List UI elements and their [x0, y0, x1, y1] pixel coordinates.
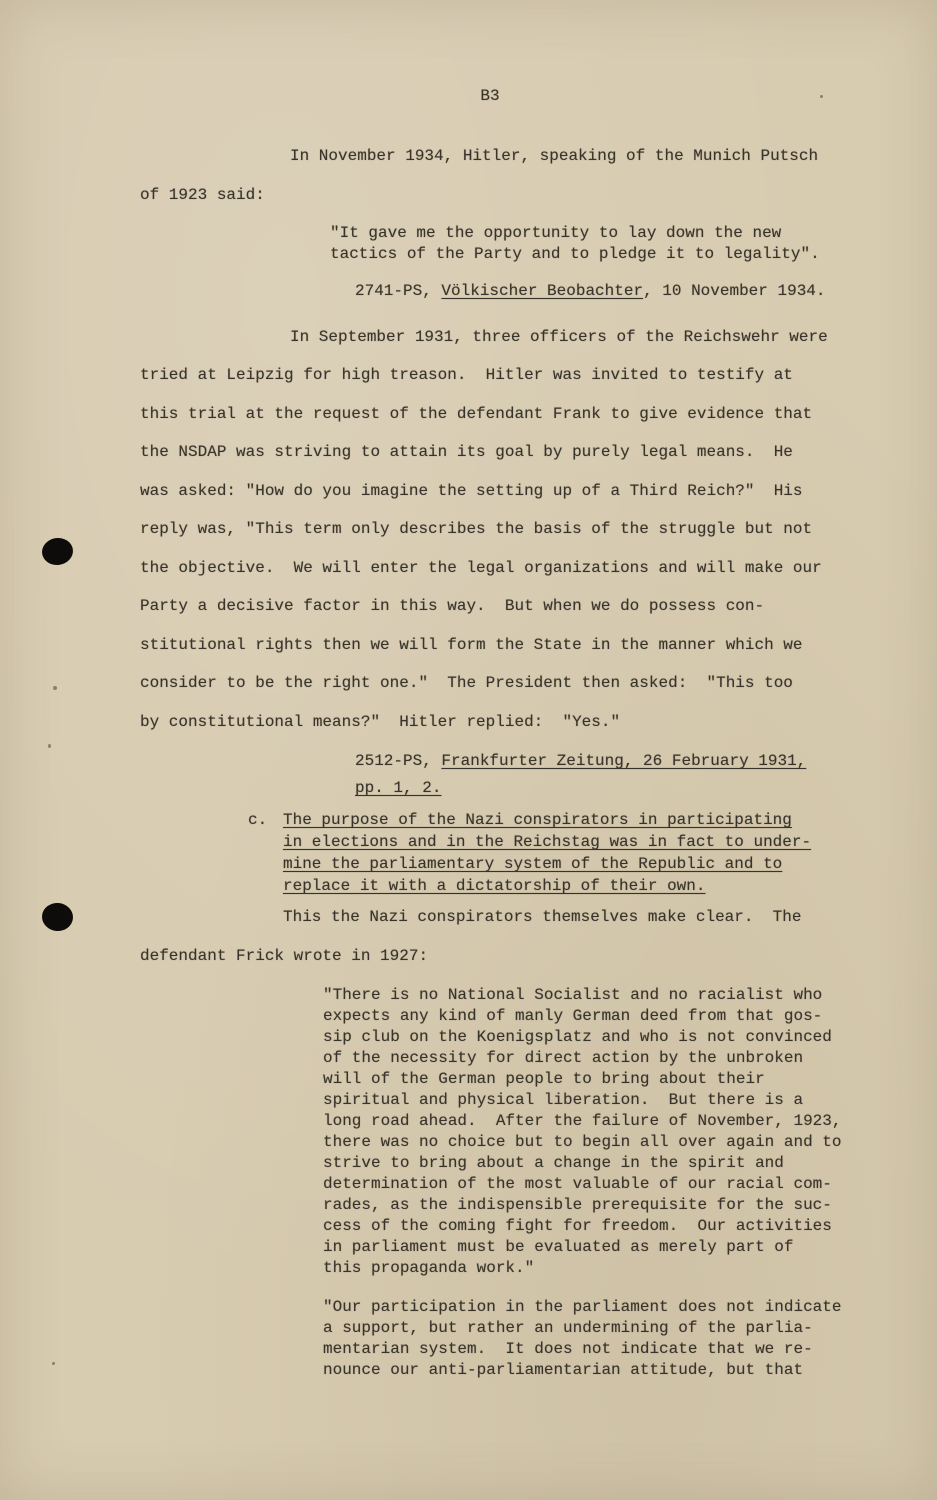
- text-line: mine the parliamentary system of the Republic and to: [283, 855, 783, 873]
- citation-text: 2741-PS,: [355, 282, 442, 300]
- text-line: In September 1931, three officers of the Reichswehr were: [290, 327, 828, 346]
- text-line: nounce our anti-parliamentarian attitude, but that: [323, 1361, 804, 1379]
- text-line: The purpose of the Nazi conspirators in participating: [283, 811, 792, 829]
- text-line: by constitutional means?" Hitler replied: "Yes.": [140, 712, 621, 731]
- text-line: tactics of the Party and to pledge it to legality".: [330, 244, 820, 263]
- page-number: B3: [480, 87, 500, 105]
- text-line: in elections and in the Reichstag was in fact to under-: [283, 833, 812, 851]
- page-content: [140, 0, 840, 1381]
- paragraph-frick-intro: [140, 898, 840, 975]
- text-line: a support, but rather an undermining of the parlia-: [323, 1319, 813, 1337]
- text-line: strive to bring about a change in the spirit and: [323, 1154, 784, 1172]
- text-line: "Our participation in the parliament does not indicate: [323, 1298, 842, 1316]
- text-line: "It gave me the opportunity to lay down the new: [330, 224, 782, 242]
- text-line: of the necessity for direct action by the unbroken: [323, 1049, 804, 1067]
- text-line: replace it with a dictatorship of their own.: [283, 877, 706, 895]
- citation-source-underlined: Völkischer Beobachter: [441, 282, 644, 300]
- paper-speck: [53, 686, 57, 690]
- text-line: stitutional rights then we will form the State in the manner which we: [140, 635, 803, 654]
- text-line: tried at Leipzig for high treason. Hitler was invited to testify at: [140, 366, 793, 384]
- text-line: Party a decisive factor in this way. But when we do possess con-: [140, 597, 765, 615]
- citation-2512-ps: [355, 748, 840, 802]
- text-line: In November 1934, Hitler, speaking of the Munich Putsch: [290, 147, 819, 165]
- paper-speck: [52, 1362, 55, 1365]
- text-line: defendant Frick wrote in 1927:: [140, 946, 429, 965]
- heading-label: c.: [248, 811, 268, 829]
- paragraph-november-1934: [140, 137, 840, 214]
- text-line: there was no choice but to begin all over again and to: [323, 1133, 842, 1151]
- blockquote-frick-1927-first: [323, 985, 840, 1279]
- hole-punch-top: [40, 536, 74, 567]
- heading-text: [283, 809, 840, 897]
- citation-text: , 10 November 1934.: [643, 282, 826, 300]
- text-line: long road ahead. After the failure of November, 1923,: [323, 1112, 842, 1130]
- blockquote-hitler-legality: [330, 223, 840, 264]
- text-line: spiritual and physical liberation. But there is a: [323, 1091, 804, 1109]
- citation-line: [355, 775, 840, 802]
- text-line: determination of the most valuable of our racial com-: [323, 1175, 832, 1193]
- blockquote-frick-1927-second: [323, 1297, 840, 1381]
- text-line: "There is no National Socialist and no racialist who: [323, 986, 823, 1004]
- text-line: sip club on the Koenigsplatz and who is not convinced: [323, 1028, 832, 1046]
- text-line: rades, as the indispensible prerequisite for the suc-: [323, 1196, 832, 1214]
- paper-speck: [48, 744, 51, 748]
- text-line: cess of the coming fight for freedom. Our activities: [323, 1217, 832, 1235]
- text-line: of 1923 said:: [140, 185, 265, 204]
- citation-text: 2512-PS,: [355, 752, 442, 770]
- text-line: expects any kind of manly German deed from that gos-: [323, 1007, 823, 1025]
- text-line: the NSDAP was striving to attain its goal by purely legal means. He: [140, 443, 793, 461]
- text-line: mentarian system. It does not indicate that we re-: [323, 1340, 813, 1358]
- citation-2741-ps: [355, 281, 840, 302]
- text-line: will of the German people to bring about their: [323, 1070, 765, 1088]
- heading-item-c: [248, 809, 840, 897]
- citation-line: [355, 748, 840, 775]
- citation-line: [355, 281, 840, 302]
- text-line: This the Nazi conspirators themselves make clear. The: [283, 908, 802, 926]
- text-line: was asked: "How do you imagine the setting up of a Third Reich?" His: [140, 481, 803, 500]
- hole-punch-bottom: [41, 902, 74, 933]
- text-line: this propaganda work.": [323, 1259, 535, 1277]
- text-line: the objective. We will enter the legal organizations and will make our: [140, 558, 822, 577]
- text-line: in parliament must be evaluated as merely part of: [323, 1238, 794, 1256]
- text-line: reply was, "This term only describes the basis of the struggle but not: [140, 520, 813, 538]
- text-line: this trial at the request of the defendant Frank to give evidence that: [140, 404, 813, 423]
- paragraph-leipzig-trial: [140, 318, 840, 742]
- citation-source-underlined: Frankfurter Zeitung, 26 February 1931,: [441, 752, 807, 770]
- text-line: consider to be the right one." The President then asked: "This too: [140, 674, 793, 692]
- citation-pages-underlined: pp. 1, 2.: [355, 779, 442, 797]
